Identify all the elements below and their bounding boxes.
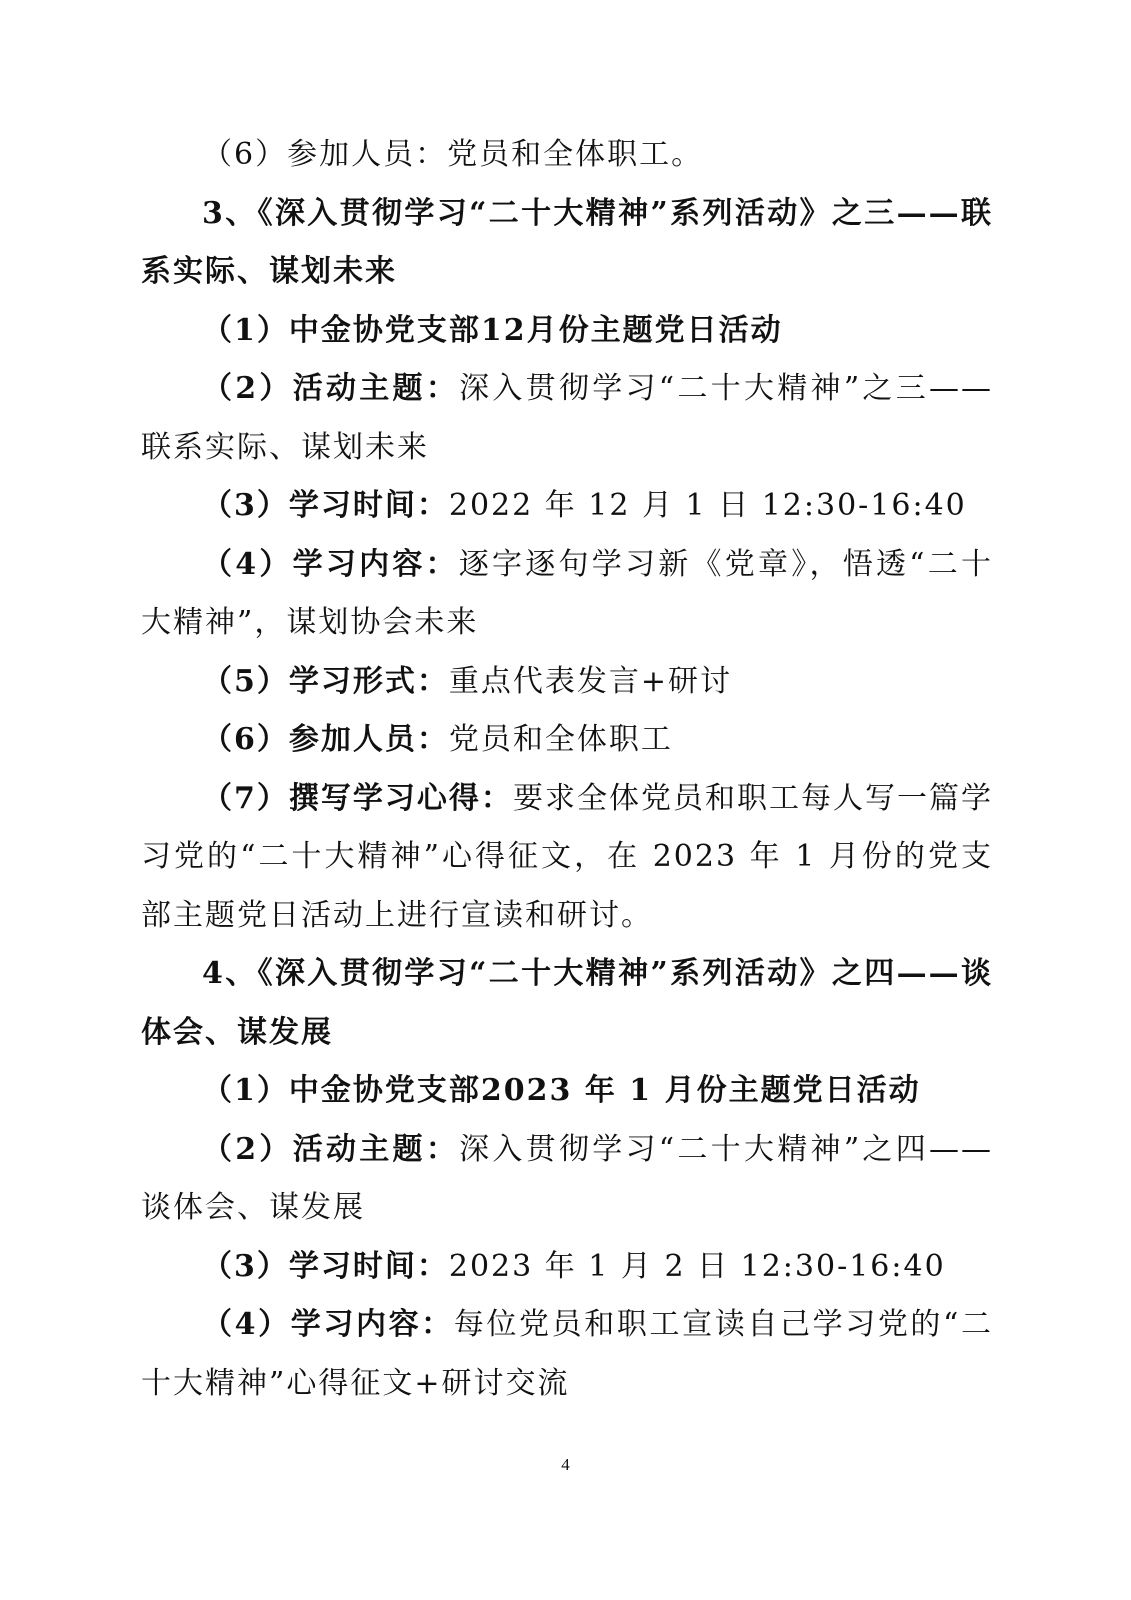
paragraph-time-4 [141, 1238, 993, 1297]
section-heading-3: 3、《深入贯彻学习“二十大精神”系列活动》之三——联系实际、谋划未来 [141, 195, 993, 289]
field-label: （2）活动主题： [202, 371, 460, 406]
subheading-december-activity: （1）中金协党支部12月份主题党日活动 [202, 312, 783, 348]
field-label: （3）学习时间： [202, 488, 449, 523]
field-label: （4）学习内容： [202, 546, 459, 582]
field-label: （5）学习形式： [202, 663, 449, 699]
field-value: 党员和全体职工 [448, 722, 673, 757]
field-value: 深入贯彻学习“二十大精神”之三——联系实际、谋划未来 [141, 371, 993, 465]
field-value: 重点代表发言+研讨 [448, 663, 733, 699]
field-label: （3）学习时间： [202, 1248, 449, 1284]
field-label: （6）参加人员： [202, 722, 449, 757]
field-value: 逐字逐句学习新《党章》，悟透“二十大精神”，谋划协会未来 [141, 546, 994, 640]
paragraph-text: （6）参加人员：党员和全体职工。 [202, 137, 704, 172]
field-value: 深入贯彻学习“二十大精神”之四——谈体会、谋发展 [141, 1131, 993, 1225]
field-value: 每位党员和职工宣读自己学习党的“二十大精神”心得征文+研讨交流 [141, 1307, 994, 1401]
subheading-january-activity: （1）中金协党支部2023 年 1 月份主题党日活动 [202, 1073, 921, 1108]
field-label: （4）学习内容： [202, 1307, 454, 1342]
paragraph-theme-3 [141, 360, 993, 477]
paragraph-participants-3 [141, 711, 993, 770]
section-heading-4: 4、《深入贯彻学习“二十大精神”系列活动》之四——谈体会、谋发展 [141, 956, 993, 1050]
paragraph-participants-2 [141, 126, 993, 185]
field-value: 2023 年 1 月 2 日 12:30-16:40 [448, 1248, 946, 1284]
field-value: 2022 年 12 月 1 日 12:30-16:40 [448, 488, 967, 523]
field-value: 要求全体党员和职工每人写一篇学习党的“二十大精神”心得征文，在 2023 年 1 月份的党支部主题党日活动上进行宣读和研讨。 [141, 780, 994, 933]
field-label: （7）撰写学习心得： [202, 780, 513, 816]
paragraph-content-3 [141, 536, 993, 653]
page-number: 4 [561, 1455, 570, 1474]
paragraph-time-3 [141, 477, 993, 536]
paragraph-format-3 [141, 653, 993, 712]
paragraph-theme-4 [141, 1121, 993, 1238]
paragraph-content-4 [141, 1296, 993, 1413]
document-body [141, 126, 993, 1413]
field-label: （2）活动主题： [202, 1131, 460, 1167]
paragraph-essay-3 [141, 770, 993, 946]
